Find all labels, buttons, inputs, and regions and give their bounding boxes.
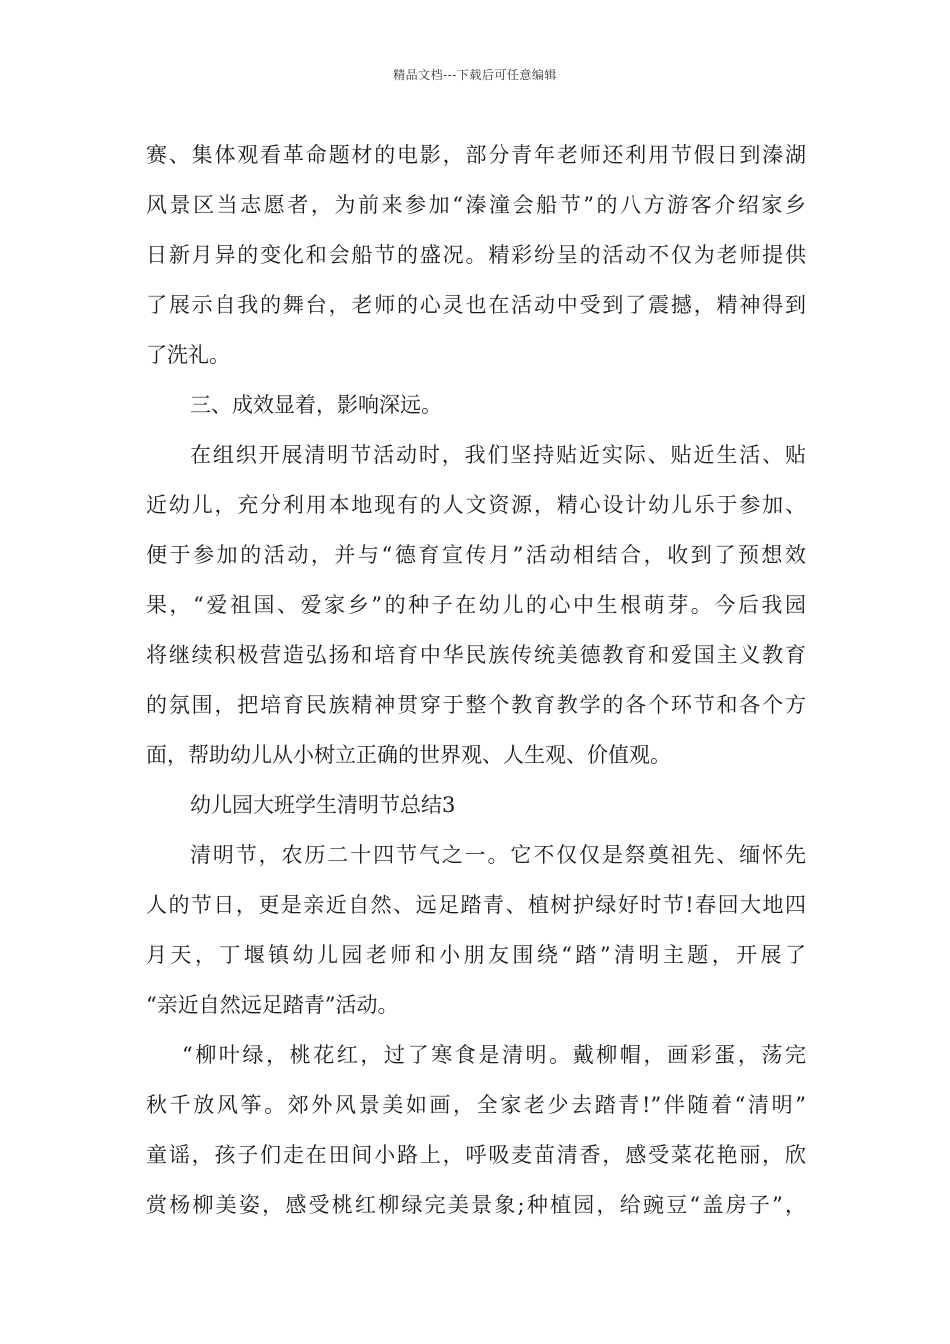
text-line: 在组织开展清明节活动时，我们坚持贴近实际、贴近生活、贴 xyxy=(190,443,806,467)
text-line: 面，帮助幼儿从小树立正确的世界观、人生观、价值观。 xyxy=(146,743,671,767)
text-line: 近幼儿，充分利用本地现有的人文资源，精心设计幼儿乐于参加、 xyxy=(146,493,806,517)
text-line: 了展示自我的舞台，老师的心灵也在活动中受到了震撼，精神得到 xyxy=(146,293,806,317)
text-line: “柳叶绿，桃花红，过了寒食是清明。戴柳帽，画彩蛋，荡完 xyxy=(182,1043,806,1067)
text-line: “亲近自然远足踏青”活动。 xyxy=(146,993,399,1017)
text-line: 果，“爱祖国、爱家乡”的种子在幼儿的心中生根萌芽。今后我园 xyxy=(146,593,806,617)
text-line: 日新月异的变化和会船节的盛况。精彩纷呈的活动不仅为老师提供 xyxy=(146,243,806,267)
text-line: 赛、集体观看革命题材的电影，部分青年老师还利用节假日到溱湖 xyxy=(146,143,806,167)
text-line: 便于参加的活动，并与“德育宣传月”活动相结合，收到了预想效 xyxy=(146,543,806,567)
page-header: 精品文档---下载后可任意编辑 xyxy=(393,68,557,82)
text-line: 的氛围，把培育民族精神贯穿于整个教育教学的各个环节和各个方 xyxy=(146,693,806,717)
text-line: 童谣，孩子们走在田间小路上，呼吸麦苗清香，感受菜花艳丽，欣 xyxy=(146,1143,806,1167)
text-line: 秋千放风筝。郊外风景美如画，全家老少去踏青!”伴随着“清明” xyxy=(146,1093,806,1117)
text-line: 月天，丁堰镇幼儿园老师和小朋友围绕“踏”清明主题，开展了 xyxy=(146,943,806,967)
document-body xyxy=(146,130,806,1230)
article-title: 幼儿园大班学生清明节总结3 xyxy=(190,793,456,817)
text-line: 了洗礼。 xyxy=(146,343,230,367)
text-line: 清明节，农历二十四节气之一。它不仅仅是祭奠祖先、缅怀先 xyxy=(190,843,806,867)
text-line: 人的节日，更是亲近自然、远足踏青、植树护绿好时节!春回大地四 xyxy=(146,893,806,917)
text-line: 将继续积极营造弘扬和培育中华民族传统美德教育和爱国主义教育 xyxy=(146,643,806,667)
text-line: 赏杨柳美姿，感受桃红柳绿完美景象;种植园，给豌豆“盖房子”， xyxy=(146,1193,806,1217)
section-heading: 三、成效显着，影响深远。 xyxy=(190,393,442,417)
text-line: 风景区当志愿者，为前来参加“溱潼会船节”的八方游客介绍家乡 xyxy=(146,193,806,217)
